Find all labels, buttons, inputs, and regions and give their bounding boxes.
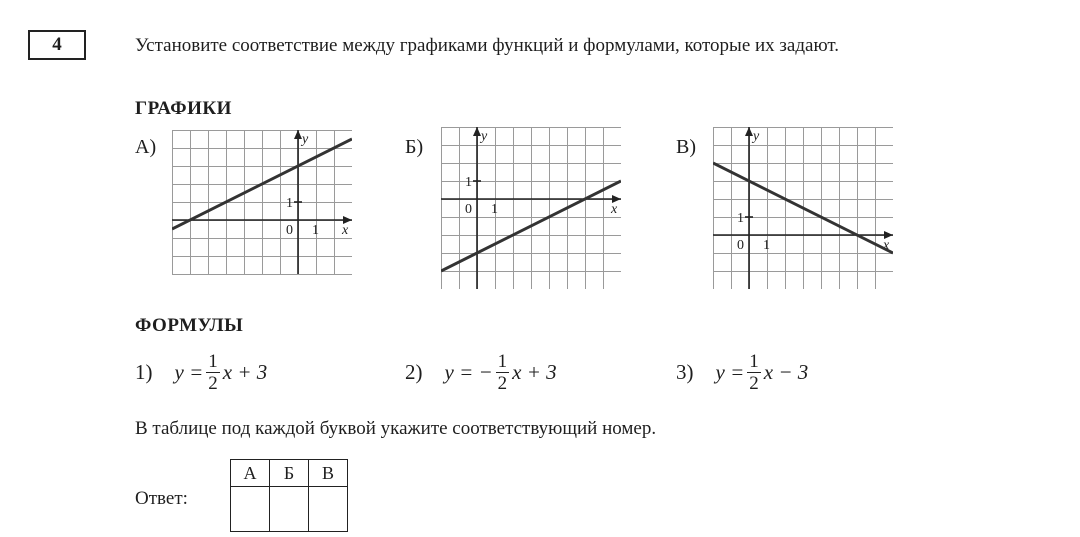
formula-2-prefix: y = − [444,360,493,384]
formula-3-number: 3) [676,360,694,384]
y-axis-label: y [302,132,309,147]
answer-label: Ответ: [135,488,188,509]
x-unit-label: 1 [312,223,319,238]
x-axis-label: x [883,238,890,253]
formula-2-fraction [496,352,510,393]
formula-2-numerator: 1 [497,351,508,372]
graphs-section-title: ГРАФИКИ [135,98,232,119]
x-unit-label: 1 [763,238,770,253]
formulas-section-title: ФОРМУЛЫ [135,315,244,336]
formula-3-fraction [747,352,761,393]
formula-1-prefix: y = [174,360,204,384]
y-axis-label: y [753,129,760,144]
y-axis-arrow [745,127,753,136]
task-number: 4 [52,34,62,55]
y-unit-label: 1 [737,211,744,226]
formula-3-numerator: 1 [749,351,759,372]
formula-3-suffix: x − 3 [763,360,809,384]
answer-header-a: А [231,460,270,487]
formula-1-denominator: 2 [208,373,218,394]
origin-label: 0 [286,223,293,238]
formula-1-number: 1) [135,360,153,384]
y-unit-label: 1 [286,196,293,211]
graph-c-label: В) [676,136,696,158]
answer-cell-a[interactable] [231,487,270,532]
graph-b [441,127,621,289]
instruction-text: В таблице под каждой буквой укажите соответствующий номер. [135,418,657,439]
origin-label: 0 [465,202,472,217]
answer-table [230,459,348,532]
y-axis-label: y [481,129,488,144]
graph-a-label: А) [135,136,157,158]
task-number-box [28,30,86,60]
answer-header-b: Б [270,460,309,487]
answer-header-c: В [309,460,348,487]
graph-c [713,127,893,289]
formula-2 [405,352,557,393]
answer-cell-c[interactable] [309,487,348,532]
formula-3-prefix: y = [715,360,745,384]
formula-1-numerator: 1 [208,351,218,372]
formula-3 [676,352,808,393]
x-axis-label: x [342,223,349,238]
y-unit-label: 1 [465,175,472,190]
formula-1-suffix: x + 3 [222,360,268,384]
formula-2-denominator: 2 [497,373,508,394]
y-axis-arrow [294,130,302,139]
y-axis-arrow [473,127,481,136]
graph-b-label: Б) [405,136,424,158]
formula-1-fraction [206,352,220,393]
x-unit-label: 1 [491,202,498,217]
formula-3-denominator: 2 [749,373,759,394]
question-text: Установите соответствие между графиками функций и формулами, которые их задают. [135,35,840,56]
formula-2-suffix: x + 3 [512,360,557,384]
formula-2-number: 2) [405,360,423,384]
x-axis-label: x [611,202,618,217]
formula-1 [135,352,267,393]
answer-cell-b[interactable] [270,487,309,532]
graph-a [172,130,352,290]
origin-label: 0 [737,238,744,253]
